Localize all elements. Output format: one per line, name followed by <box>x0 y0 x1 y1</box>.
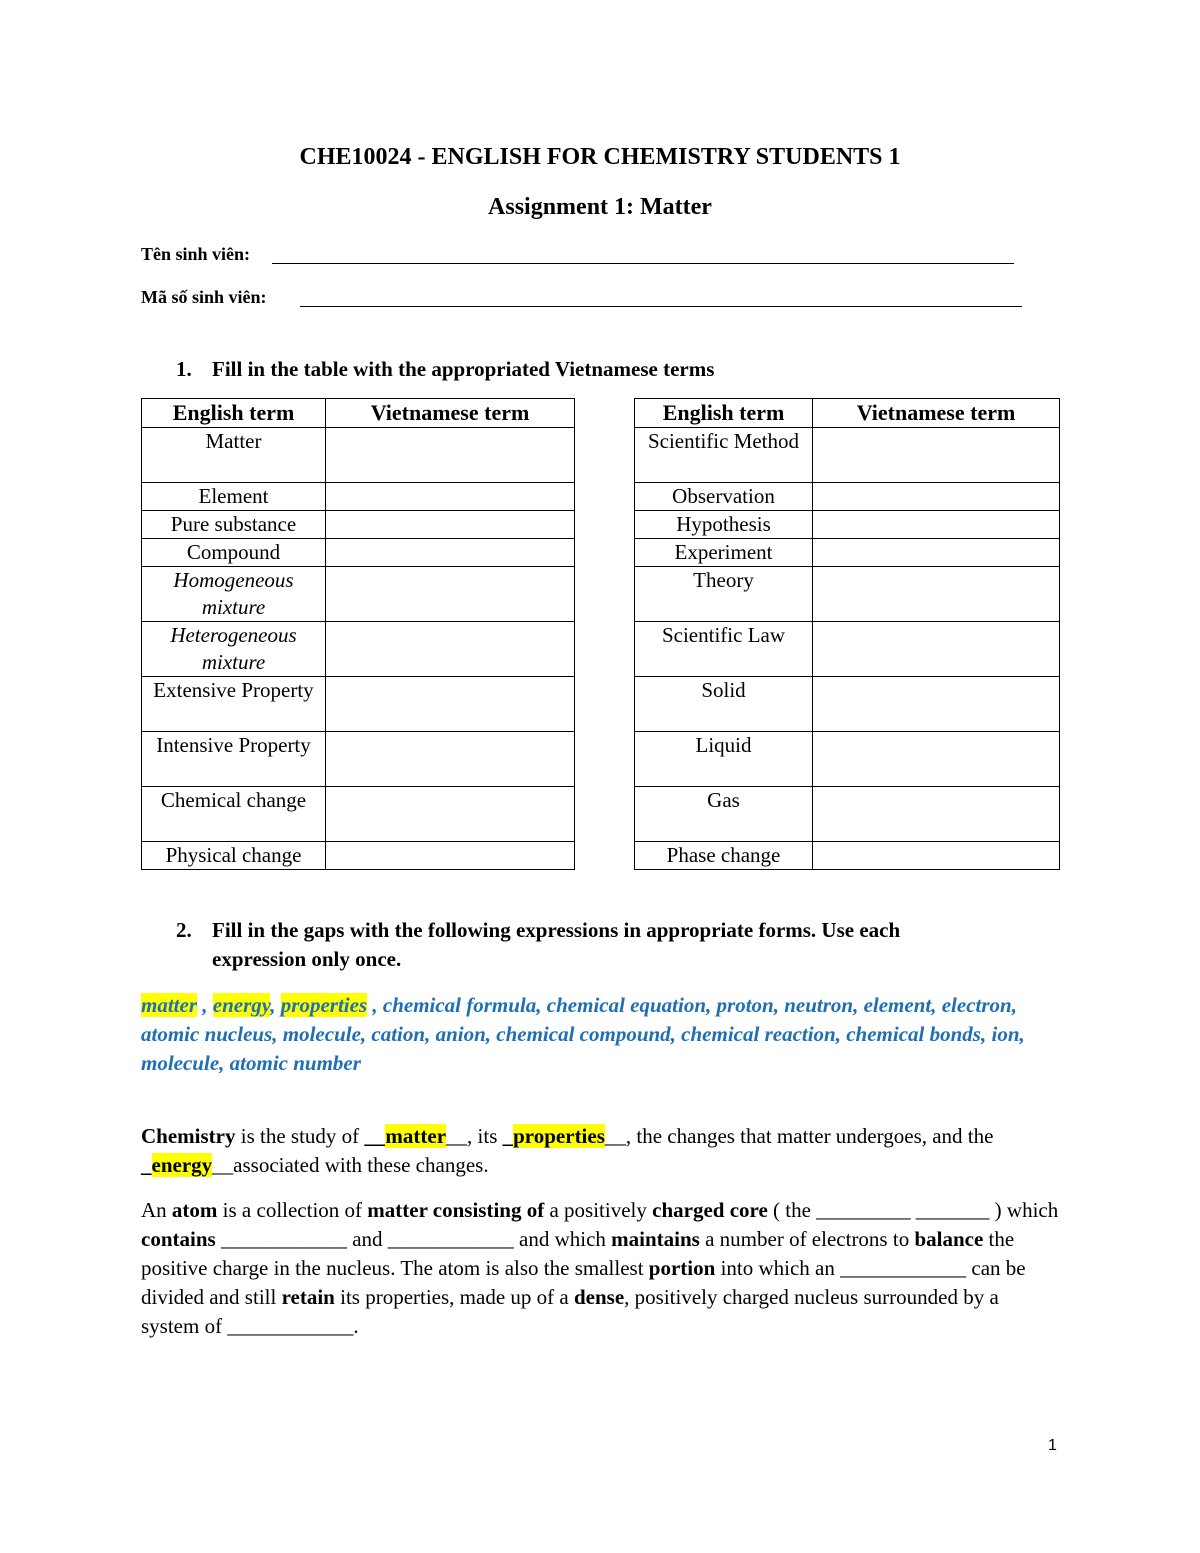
answer-cell[interactable] <box>813 622 1060 677</box>
expr-rest: , chemical formula, chemical equation, proton, neutron, element, electron, atomic nucleus, molecule, cation, anion, chemical compound, chemical reaction, chemical bonds, ion, molecule, atomic number <box>141 993 1025 1075</box>
answer-cell[interactable] <box>813 567 1060 622</box>
text: , positively charged nucleus surrounded by a system of ____________. <box>141 1285 999 1338</box>
answer-cell[interactable] <box>326 787 575 842</box>
answer-cell[interactable] <box>813 539 1060 567</box>
q2-heading <box>212 916 1032 974</box>
answer-cell[interactable] <box>813 787 1060 842</box>
term-cell: Observation <box>635 483 813 511</box>
answer-cell[interactable] <box>326 622 575 677</box>
text: ( the _________ _______ ) which <box>767 1198 1059 1222</box>
blank-lead: _ <box>502 1124 514 1148</box>
answer-properties: properties <box>513 1124 605 1148</box>
expr-separator: , <box>270 993 281 1017</box>
answer-cell[interactable] <box>326 677 575 732</box>
answer-cell[interactable] <box>326 483 575 511</box>
text: into which an ____________ can be divided and still <box>141 1256 1026 1309</box>
term-cell: Heterogeneous mixture <box>142 622 326 677</box>
student-name-label: Tên sinh viên: <box>141 244 251 264</box>
left-terms-table <box>141 398 575 870</box>
answer-cell[interactable] <box>326 567 575 622</box>
paragraph-atom <box>141 1196 1061 1341</box>
text: __, its <box>446 1124 503 1148</box>
term-balance: balance <box>914 1227 984 1251</box>
term-chemistry: Chemistry <box>141 1124 236 1148</box>
term-retain: retain <box>281 1285 335 1309</box>
term-cell: Experiment <box>635 539 813 567</box>
term-cell: Solid <box>635 677 813 732</box>
term-cell: Hypothesis <box>635 511 813 539</box>
answer-cell[interactable] <box>326 732 575 787</box>
header-vietnamese-term: Vietnamese term <box>326 399 575 428</box>
answer-cell[interactable] <box>813 732 1060 787</box>
text: __associated with these changes. <box>212 1153 489 1177</box>
expr-properties: properties <box>280 993 368 1017</box>
term-contains: contains <box>141 1227 216 1251</box>
text: An <box>141 1198 172 1222</box>
assignment-title: Assignment 1: Matter <box>488 194 712 220</box>
term-dense: dense <box>573 1285 625 1309</box>
expression-list <box>141 991 1061 1078</box>
term-cell: Scientific Method <box>635 428 813 483</box>
expr-matter: matter <box>141 993 197 1017</box>
text: is the study of <box>235 1124 365 1148</box>
answer-cell[interactable] <box>813 677 1060 732</box>
q1-number: 1. <box>176 357 192 381</box>
term-maintains: maintains <box>611 1227 700 1251</box>
term-cell: Compound <box>142 539 326 567</box>
course-title: CHE10024 - ENGLISH FOR CHEMISTRY STUDENTS 1 <box>299 144 901 170</box>
text: the positive charge in the nucleus. The atom is also the smallest <box>141 1227 1015 1280</box>
header-english-term: English term <box>635 399 813 428</box>
q2-heading-line1: Fill in the gaps with the following expressions in appropriate forms. Use each <box>212 918 901 942</box>
text: is a collection of <box>217 1198 368 1222</box>
expr-separator: , <box>197 993 213 1017</box>
term-portion: portion <box>648 1256 716 1280</box>
blank-lead: __ <box>364 1124 386 1148</box>
term-cell: Gas <box>635 787 813 842</box>
text: its properties, made up of a <box>334 1285 574 1309</box>
answer-cell[interactable] <box>326 539 575 567</box>
answer-cell[interactable] <box>326 842 575 870</box>
expr-energy: energy <box>212 993 271 1017</box>
term-cell: Element <box>142 483 326 511</box>
answer-energy: energy <box>151 1153 213 1177</box>
term-cell: Chemical change <box>142 787 326 842</box>
answer-cell[interactable] <box>813 511 1060 539</box>
text: __, the changes that matter undergoes, and the <box>604 1124 994 1148</box>
header-english-term: English term <box>142 399 326 428</box>
term-cell: Intensive Property <box>142 732 326 787</box>
text: ____________ and ____________ and which <box>215 1227 612 1251</box>
text: a number of electrons to <box>699 1227 915 1251</box>
student-id-field[interactable] <box>300 306 1022 307</box>
answer-cell[interactable] <box>326 428 575 483</box>
page-number: 1 <box>1048 1437 1057 1454</box>
q1-heading: Fill in the table with the appropriated Vietnamese terms <box>212 357 715 381</box>
term-matter-consisting: matter consisting of <box>367 1198 545 1222</box>
term-atom: atom <box>171 1198 218 1222</box>
term-cell: Physical change <box>142 842 326 870</box>
answer-matter: matter <box>385 1124 447 1148</box>
right-terms-table <box>634 398 1060 870</box>
q2-heading-line2: expression only once. <box>212 947 402 971</box>
term-cell: Theory <box>635 567 813 622</box>
term-cell: Homogeneous mixture <box>142 567 326 622</box>
paragraph-chemistry <box>141 1122 1061 1180</box>
term-cell: Liquid <box>635 732 813 787</box>
term-cell: Matter <box>142 428 326 483</box>
answer-cell[interactable] <box>813 842 1060 870</box>
term-cell: Scientific Law <box>635 622 813 677</box>
term-cell: Pure substance <box>142 511 326 539</box>
blank-lead: _ <box>141 1153 152 1177</box>
text: a positively <box>544 1198 653 1222</box>
term-charged-core: charged core <box>652 1198 768 1222</box>
student-name-field[interactable] <box>272 263 1014 264</box>
student-id-label: Mã số sinh viên: <box>141 287 267 307</box>
answer-cell[interactable] <box>326 511 575 539</box>
term-cell: Extensive Property <box>142 677 326 732</box>
q2-number: 2. <box>176 918 192 942</box>
answer-cell[interactable] <box>813 483 1060 511</box>
answer-cell[interactable] <box>813 428 1060 483</box>
term-cell: Phase change <box>635 842 813 870</box>
header-vietnamese-term: Vietnamese term <box>813 399 1060 428</box>
